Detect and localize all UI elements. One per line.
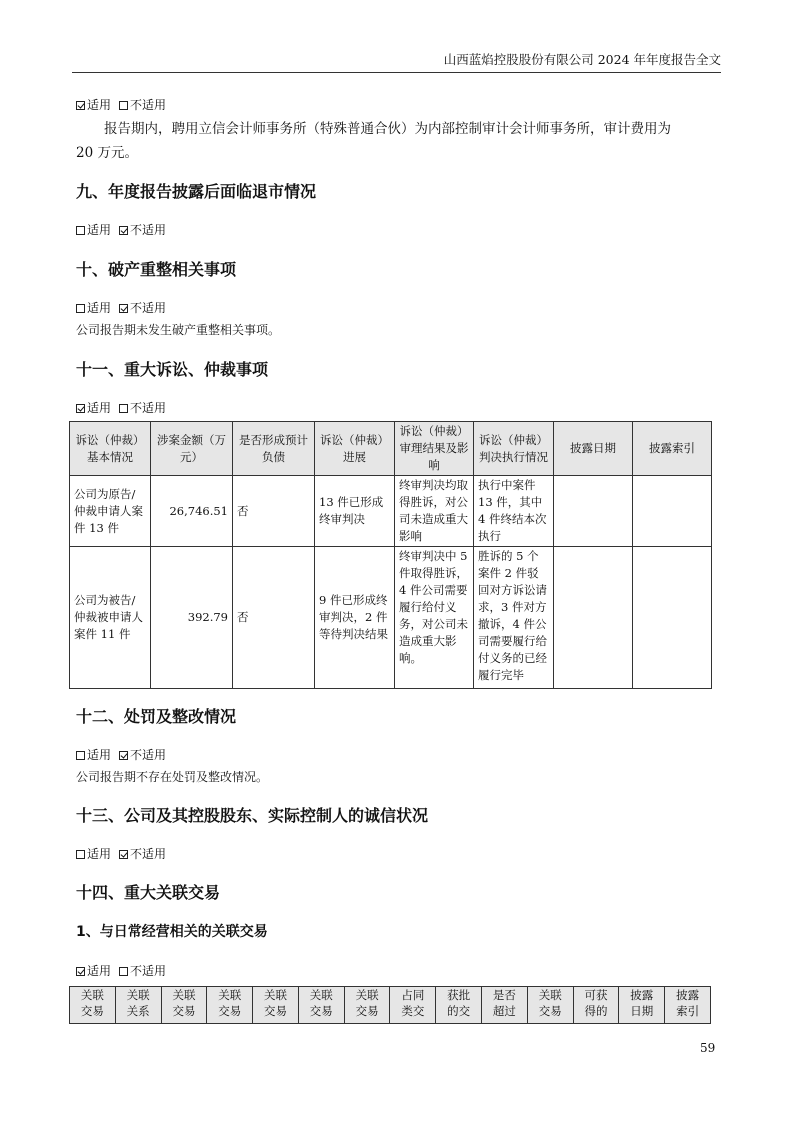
section-title-penalty: 十二、处罚及整改情况 — [76, 707, 237, 726]
cell-index — [633, 476, 712, 547]
cell-amount: 26,746.51 — [151, 476, 233, 547]
column-header: 是否 超过 — [482, 987, 528, 1024]
table-header-row — [70, 987, 711, 1024]
column-header: 占同 类交 — [390, 987, 436, 1024]
cell-execution: 执行中案件 13 件，其中 4 件终结本次执行 — [474, 476, 554, 547]
checked-box-icon — [76, 101, 85, 110]
checked-box-icon — [119, 226, 128, 235]
checked-box-icon — [76, 404, 85, 413]
column-header: 关联 交易 — [344, 987, 390, 1024]
column-header-liability: 是否形成预计负债 — [233, 422, 315, 476]
checked-box-icon — [76, 967, 85, 976]
section-title-litigation: 十一、重大诉讼、仲裁事项 — [76, 360, 269, 379]
applicability-row-integrity — [76, 846, 166, 862]
not-applicable-label: 不适用 — [130, 98, 167, 112]
column-header-result: 诉讼（仲裁）审理结果及影响 — [395, 422, 474, 476]
audit-paragraph-line2: 20 万元。 — [76, 145, 138, 161]
column-header: 关联 关系 — [115, 987, 161, 1024]
unchecked-box-icon — [119, 967, 128, 976]
column-header: 可获 得的 — [573, 987, 619, 1024]
cell-progress: 9 件已形成终审判决，2 件等待判决结果 — [315, 547, 395, 689]
cell-basic: 公司为被告/仲裁被申请人案件 11 件 — [70, 547, 151, 689]
not-applicable-label: 不适用 — [130, 964, 167, 978]
table-row — [70, 476, 712, 547]
cell-basic: 公司为原告/仲裁申请人案件 13 件 — [70, 476, 151, 547]
litigation-table — [69, 421, 712, 689]
not-applicable-label: 不适用 — [130, 401, 167, 415]
column-header-index: 披露索引 — [633, 422, 712, 476]
section-title-bankruptcy: 十、破产重整相关事项 — [76, 260, 237, 279]
column-header-basic: 诉讼（仲裁）基本情况 — [70, 422, 151, 476]
column-header: 关联 交易 — [161, 987, 207, 1024]
applicable-label: 适用 — [87, 223, 112, 237]
page-header: 山西蓝焰控股股份有限公司 2024 年年度报告全文 — [72, 50, 721, 73]
unchecked-box-icon — [76, 850, 85, 859]
section-title-delisting: 九、年度报告披露后面临退市情况 — [76, 182, 317, 201]
cell-date — [554, 547, 633, 689]
applicability-row-bankruptcy — [76, 300, 166, 316]
checked-box-icon — [119, 751, 128, 760]
applicable-label: 适用 — [87, 401, 112, 415]
related-party-table — [69, 986, 711, 1024]
cell-index — [633, 547, 712, 689]
cell-result: 终审判决均取得胜诉，对公司未造成重大影响 — [395, 476, 474, 547]
checked-box-icon — [119, 850, 128, 859]
not-applicable-label: 不适用 — [130, 301, 167, 315]
applicability-row-related-party — [76, 963, 166, 979]
cell-liability: 否 — [233, 476, 315, 547]
column-header: 关联 交易 — [527, 987, 573, 1024]
section-title-integrity: 十三、公司及其控股股东、实际控制人的诚信状况 — [76, 806, 429, 825]
unchecked-box-icon — [119, 404, 128, 413]
unchecked-box-icon — [119, 101, 128, 110]
applicable-label: 适用 — [87, 748, 112, 762]
column-header: 关联 交易 — [298, 987, 344, 1024]
subsection-title-daily-ops: 1、与日常经营相关的关联交易 — [76, 924, 268, 940]
applicability-row-penalty — [76, 747, 166, 763]
applicable-label: 适用 — [87, 964, 112, 978]
column-header-date: 披露日期 — [554, 422, 633, 476]
column-header-execution: 诉讼（仲裁）判决执行情况 — [474, 422, 554, 476]
bankruptcy-note: 公司报告期未发生破产重整相关事项。 — [76, 323, 281, 337]
unchecked-box-icon — [76, 751, 85, 760]
cell-date — [554, 476, 633, 547]
applicability-row-litigation — [76, 400, 166, 416]
applicability-row-audit — [76, 97, 166, 113]
applicable-label: 适用 — [87, 847, 112, 861]
cell-liability: 否 — [233, 547, 315, 689]
not-applicable-label: 不适用 — [130, 748, 167, 762]
cell-execution: 胜诉的 5 个案件 2 件驳回对方诉讼请求，3 件对方撤诉，4 件公司需要履行给付义务的已经履行完毕 — [474, 547, 554, 689]
column-header: 披露 日期 — [619, 987, 665, 1024]
unchecked-box-icon — [76, 304, 85, 313]
column-header-amount: 涉案金额（万元） — [151, 422, 233, 476]
column-header: 获批 的交 — [436, 987, 482, 1024]
column-header: 披露 索引 — [665, 987, 711, 1024]
table-row — [70, 547, 712, 689]
table-header-row — [70, 422, 712, 476]
column-header: 关联 交易 — [207, 987, 253, 1024]
column-header: 关联 交易 — [253, 987, 299, 1024]
not-applicable-label: 不适用 — [130, 223, 167, 237]
cell-result: 终审判决中 5 件取得胜诉，4 件公司需要履行给付义务，对公司未造成重大影响。 — [395, 547, 474, 689]
applicability-row-delisting — [76, 222, 166, 238]
not-applicable-label: 不适用 — [130, 847, 167, 861]
page-number: 59 — [700, 1041, 716, 1055]
audit-paragraph-line1: 报告期内，聘用立信会计师事务所（特殊普通合伙）为内部控制审计会计师事务所，审计费用为 — [104, 121, 671, 137]
unchecked-box-icon — [76, 226, 85, 235]
section-title-related-party: 十四、重大关联交易 — [76, 883, 221, 902]
column-header: 关联 交易 — [70, 987, 116, 1024]
cell-progress: 13 件已形成终审判决 — [315, 476, 395, 547]
applicable-label: 适用 — [87, 98, 112, 112]
column-header-progress: 诉讼（仲裁）进展 — [315, 422, 395, 476]
applicable-label: 适用 — [87, 301, 112, 315]
checked-box-icon — [119, 304, 128, 313]
penalty-note: 公司报告期不存在处罚及整改情况。 — [76, 770, 269, 784]
cell-amount: 392.79 — [151, 547, 233, 689]
